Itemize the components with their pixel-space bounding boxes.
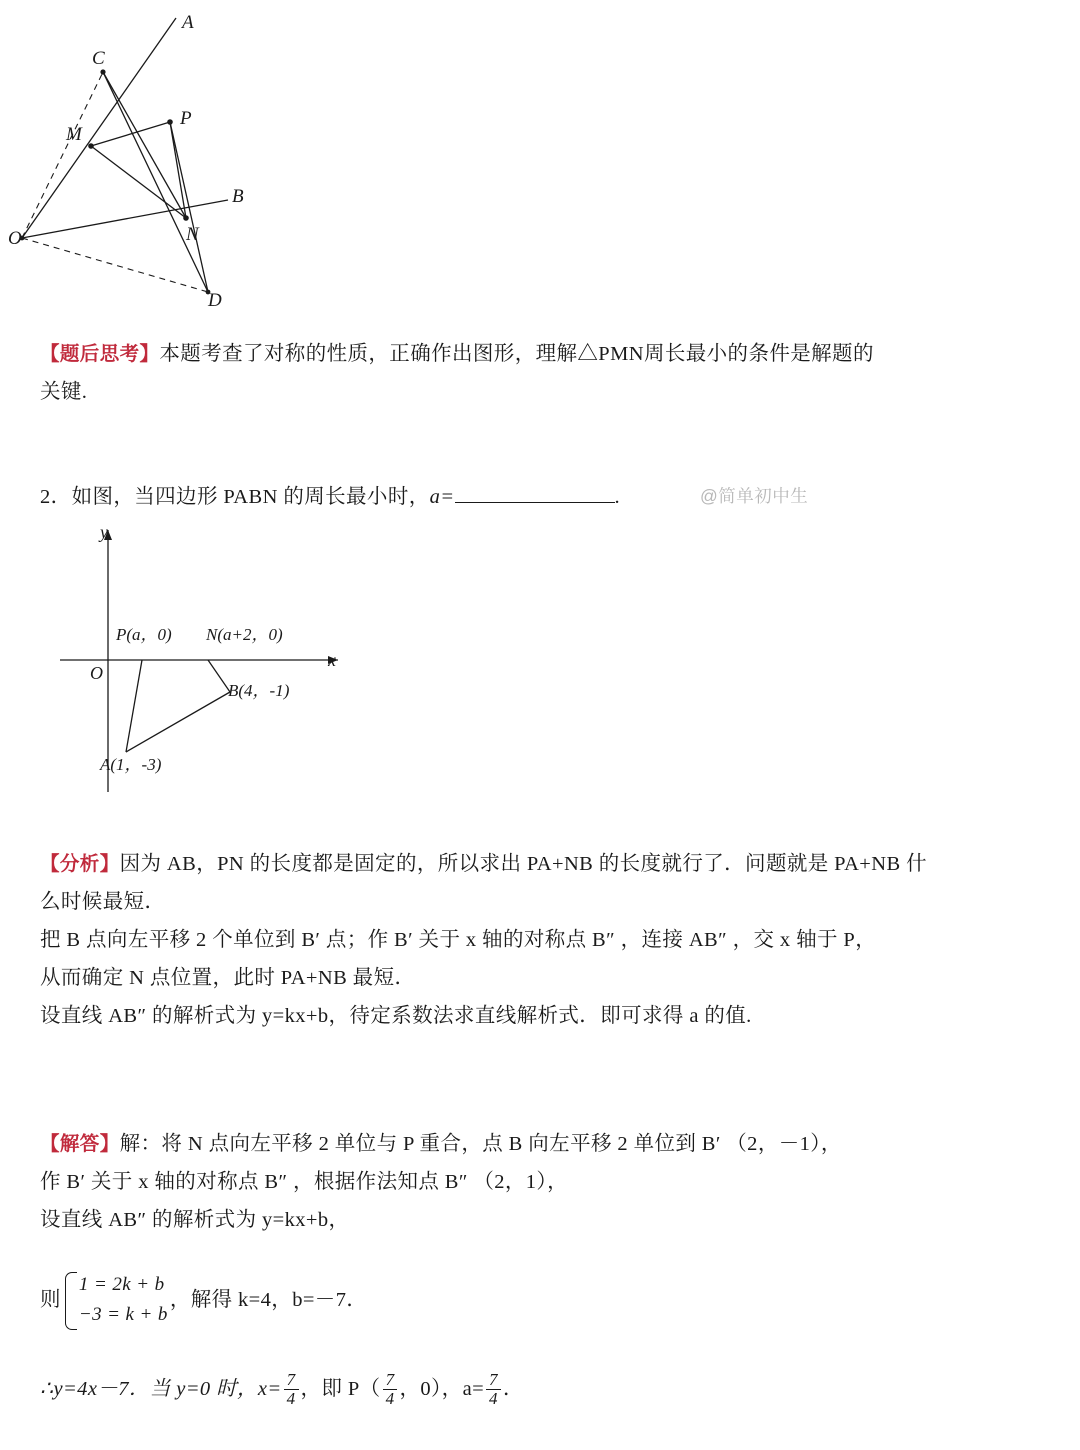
figure1-label-N: N xyxy=(186,224,199,245)
figure1-label-A: A xyxy=(182,12,194,33)
equation-row-2: −3 = k + b xyxy=(78,1304,168,1325)
solution-line-3: 设直线 AB″ 的解析式为 y=kx+b， xyxy=(40,1209,350,1231)
solution-system-line xyxy=(40,1270,1050,1330)
equation-system xyxy=(63,1270,168,1330)
solution-line-1: 解：将 N 点向左平移 2 单位与 P 重合，点 B 向左平移 2 单位到 B′ （2，－1）， xyxy=(119,1133,842,1155)
final-expression-c: ，0），a= xyxy=(399,1378,485,1400)
final-expression-a: ∴y=4x－7．当 y=0 时，x= xyxy=(40,1378,282,1400)
solution-final-line xyxy=(40,1370,1050,1409)
figure2-label-N: N(a+2，0) xyxy=(206,625,283,644)
figure2-label-P: P(a，0) xyxy=(116,625,172,644)
analysis-line-3: 把 B 点向左平移 2 个单位到 B′ 点；作 B′ 关于 x 轴的对称点 B″ ，连接 AB″ ，交 x 轴于 P， xyxy=(40,929,877,951)
solution-line-2: 作 B′ 关于 x 轴的对称点 B″ ，根据作法知点 B″ （2，1）， xyxy=(40,1171,568,1193)
fraction-seven-fourths-1 xyxy=(284,1371,299,1408)
analysis-tag: 【分析】 xyxy=(40,853,120,875)
figure2-label-A: A(1，-3) xyxy=(100,755,162,774)
fraction-seven-fourths-3 xyxy=(486,1371,501,1408)
analysis-line-2: 么时候最短． xyxy=(40,891,166,913)
watermark-label: @简单初中生 xyxy=(700,486,809,506)
note-line-2: 关键. xyxy=(40,381,88,403)
figure2-axis-label-y: y xyxy=(100,522,108,542)
fraction-denominator: 4 xyxy=(286,1388,296,1408)
problem-unknown: a= xyxy=(429,486,455,508)
figure1-label-C: C xyxy=(92,48,105,69)
problem-number: 2． xyxy=(40,486,72,508)
analysis-paragraph xyxy=(40,845,1050,1035)
note-line-1: 本题考查了对称的性质，正确作出图形，理解△PMN周长最小的条件是解题的 xyxy=(159,343,874,365)
figure1-label-D: D xyxy=(208,290,222,311)
figure2-origin-label: O xyxy=(90,663,103,683)
note-tag: 【题后思考】 xyxy=(40,343,160,365)
figure1-label-M: M xyxy=(66,124,82,145)
fraction-seven-fourths-2 xyxy=(383,1371,398,1408)
answer-blank[interactable] xyxy=(455,488,615,503)
figure2-label-B: B(4，-1) xyxy=(228,681,290,700)
fraction-numerator: 7 xyxy=(383,1371,398,1390)
fraction-denominator: 4 xyxy=(489,1388,498,1408)
final-expression-b: ，即 P（ xyxy=(300,1378,381,1400)
solution-tag: 【解答】 xyxy=(40,1133,120,1155)
problem-period: . xyxy=(614,486,621,508)
figure1-label-B: B xyxy=(232,186,244,207)
figure1-label-O: O xyxy=(8,228,22,249)
figure2-axis-label-x: x xyxy=(328,650,336,670)
analysis-line-4: 从而确定 N 点位置，此时 PA+NB 最短． xyxy=(40,967,416,989)
geometry-figure-1 xyxy=(0,0,340,320)
fraction-numerator: 7 xyxy=(486,1371,501,1390)
geometry-figure-2 xyxy=(60,520,460,800)
note-paragraph xyxy=(40,335,1040,411)
equation-row-1: 1 = 2k + b xyxy=(78,1274,165,1295)
solution-line-4-prefix: 则 xyxy=(40,1289,61,1311)
solution-line-4-suffix: ，解得 k=4，b=－7． xyxy=(169,1289,368,1311)
fraction-numerator: 7 xyxy=(284,1371,299,1390)
figure1-label-P: P xyxy=(180,108,192,129)
analysis-line-5: 设直线 AB″ 的解析式为 y=kx+b，待定系数法求直线解析式．即可求得 a 的值. xyxy=(40,1005,752,1027)
final-expression-d: ． xyxy=(502,1378,524,1400)
analysis-line-1: 因为 AB，PN 的长度都是固定的，所以求出 PA+NB 的长度就行了．问题就是 PA+NB 什 xyxy=(119,853,927,875)
fraction-denominator: 4 xyxy=(385,1388,395,1408)
problem-2-statement xyxy=(40,478,1040,516)
solution-paragraph xyxy=(40,1125,1050,1239)
problem-text: 如图，当四边形 PABN 的周长最小时， xyxy=(71,486,430,508)
